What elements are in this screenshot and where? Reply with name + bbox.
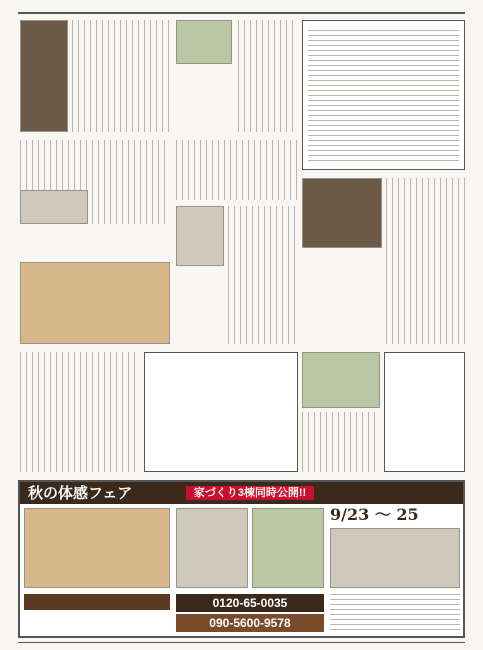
article-column: [228, 206, 298, 344]
food-photo: [20, 262, 170, 344]
house-photo: [176, 20, 232, 64]
interior-photo: [24, 508, 170, 588]
classified-box: [144, 352, 298, 472]
event-photo: [302, 352, 380, 408]
ad-rider: 家づくり3棟同時公開!!: [186, 486, 314, 500]
article-column: [386, 178, 465, 344]
article-column: [72, 20, 170, 132]
ad-company-banner: [24, 594, 170, 610]
house-photo: [252, 508, 324, 588]
ad-headline: 秋の体感フェア: [28, 484, 133, 502]
article-column: [302, 412, 380, 472]
shop-photo: [176, 206, 224, 266]
art-photo: [302, 178, 382, 248]
house-photo: [176, 508, 248, 588]
location-map: [330, 528, 460, 588]
article-column: [238, 20, 298, 132]
article-column: [20, 352, 140, 472]
ad-phone-1: 0120-65-0035: [176, 594, 324, 612]
article-column: [176, 140, 298, 200]
masthead-rule: [18, 12, 465, 14]
notice-box: [384, 352, 465, 472]
map-illustration: [20, 190, 88, 224]
product-photo: [20, 20, 68, 132]
ad-phone-2: 090-5600-9578: [176, 614, 324, 632]
footer-rule: [18, 642, 465, 643]
ad-dates: 9/23 ～ 25: [330, 505, 419, 524]
opinion-text: [308, 30, 459, 164]
ad-fine-print: [330, 594, 460, 632]
